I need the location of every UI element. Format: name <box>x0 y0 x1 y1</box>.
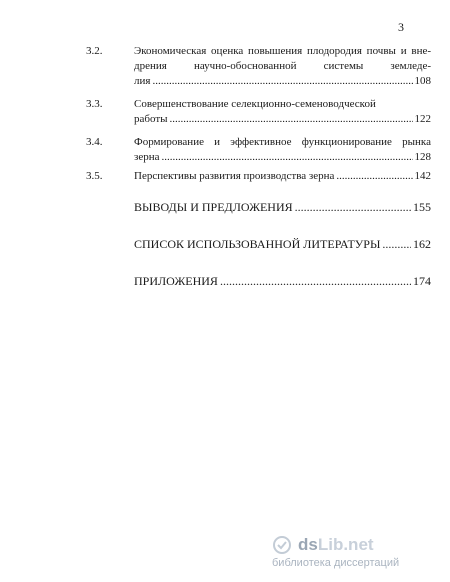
toc-entry-3-4 <box>86 135 431 165</box>
entry-line: Совершенствование селекционно-семеноводческой <box>134 98 376 110</box>
dslib-watermark <box>272 535 400 569</box>
toc-entry-3-3 <box>86 97 431 127</box>
leader-dots <box>382 237 411 252</box>
entry-title: Перспективы развития производства зерна <box>134 170 335 182</box>
table-of-contents <box>86 44 431 289</box>
watermark-logo <box>298 535 374 555</box>
leader-dots <box>152 74 412 89</box>
leader-dots <box>162 150 413 165</box>
leader-dots <box>295 200 411 215</box>
watermark-tagline: библиотека диссертаций <box>272 557 400 569</box>
section-number: 3.4. <box>86 136 103 148</box>
entry-line: Экономическая оценка повышения плодородия почвы и вне- <box>134 45 431 57</box>
major-title: СПИСОК ИСПОЛЬЗОВАННОЙ ЛИТЕРАТУРЫ <box>134 237 381 251</box>
major-title: ВЫВОДЫ И ПРЕДЛОЖЕНИЯ <box>134 200 293 214</box>
toc-entry-3-2 <box>86 44 431 89</box>
page-ref: 108 <box>414 75 431 87</box>
page-ref: 122 <box>414 113 431 125</box>
toc-entry-references <box>134 237 431 252</box>
section-number: 3.3. <box>86 98 103 110</box>
entry-title-end: работы <box>134 113 168 125</box>
page-ref: 162 <box>413 237 431 251</box>
entry-line: дрения научно-обоснованной системы земледе- <box>134 60 431 72</box>
toc-entry-conclusions <box>134 200 431 215</box>
leader-dots <box>220 274 411 289</box>
toc-entry-3-5 <box>86 169 431 184</box>
section-number: 3.2. <box>86 45 103 57</box>
entry-title-end: лия <box>134 75 151 87</box>
logo-part-lib: Lib.net <box>317 535 374 554</box>
page-ref: 128 <box>414 151 431 163</box>
section-number: 3.5. <box>86 170 103 182</box>
dslib-logo-icon <box>272 535 292 555</box>
toc-entry-appendices <box>134 274 431 289</box>
page-ref: 142 <box>414 170 431 182</box>
logo-part-ds: ds <box>298 535 318 554</box>
leader-dots <box>336 169 412 184</box>
page-ref: 155 <box>413 200 431 214</box>
leader-dots <box>170 112 413 127</box>
major-title: ПРИЛОЖЕНИЯ <box>134 274 218 288</box>
entry-line: Формирование и эффективное функционирование рынка <box>134 136 431 148</box>
page-number: 3 <box>398 20 404 34</box>
page-ref: 174 <box>413 274 431 288</box>
entry-title-end: зерна <box>134 151 160 163</box>
